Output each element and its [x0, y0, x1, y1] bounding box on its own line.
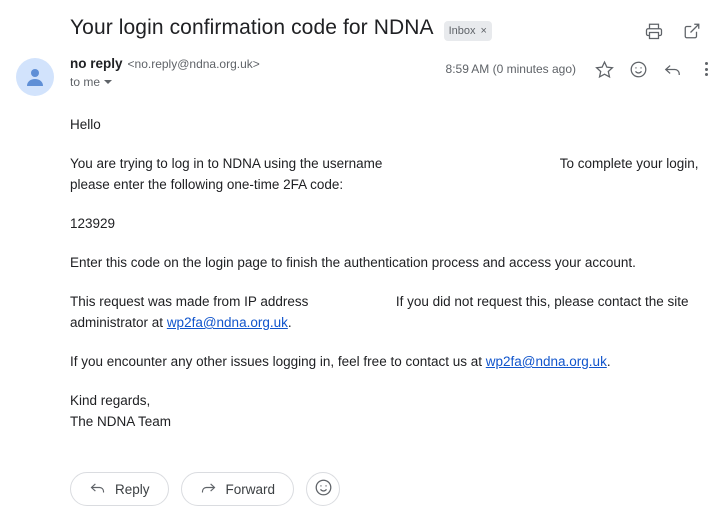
sender-meta [70, 56, 446, 91]
admin-email-link[interactable]: wp2fa@ndna.org.uk [166, 315, 288, 330]
body-greeting: Hello [70, 117, 101, 132]
star-icon[interactable] [594, 59, 614, 79]
forward-button-label: Forward [225, 481, 276, 497]
reply-icon[interactable] [662, 59, 682, 79]
page-title: Your login confirmation code for NDNA [70, 16, 434, 39]
body-paragraph-3 [70, 291, 706, 333]
body-paragraph-3-part2: If you did not request this, please contact the site administrator at [70, 294, 689, 330]
recipient-text: to me [70, 75, 101, 89]
forward-icon [200, 479, 217, 499]
more-options-icon[interactable] [696, 59, 716, 79]
close-icon[interactable]: × [480, 25, 487, 37]
label-chip-text: Inbox [448, 25, 476, 37]
footer-actions [0, 450, 726, 506]
message-actions [446, 59, 716, 79]
body-paragraph-3-part1: This request was made from IP address [70, 294, 309, 309]
body-paragraph-2: Enter this code on the login page to finish the authentication process and access your account. [70, 255, 636, 270]
sender-line [70, 56, 446, 71]
body-paragraph-4-end: . [606, 354, 611, 369]
subject-row [0, 0, 726, 42]
sender-row [0, 42, 726, 96]
reply-button-label: Reply [115, 481, 150, 497]
email-body [0, 96, 726, 432]
more-dots [705, 62, 708, 76]
body-paragraph-4 [70, 351, 706, 372]
timestamp: 8:59 AM (0 minutes ago) [445, 62, 576, 76]
support-email-link[interactable]: wp2fa@ndna.org.uk [485, 354, 607, 369]
otp-code: 123929 [70, 216, 116, 231]
print-icon[interactable] [644, 21, 664, 41]
open-in-new-window-icon[interactable] [682, 21, 702, 41]
signoff-line-2: The NDNA Team [70, 414, 172, 429]
body-paragraph-1-part2: To complete your login, please enter the following one-time 2FA code: [70, 156, 699, 192]
add-reaction-icon[interactable] [628, 59, 648, 79]
signoff-line-1: Kind regards, [70, 393, 151, 408]
reply-button[interactable] [70, 472, 169, 506]
body-paragraph-1 [70, 153, 706, 195]
body-paragraph-1-part1: You are trying to log in to NDNA using the username [70, 156, 383, 171]
avatar [16, 58, 54, 96]
sender-email: <no.reply@ndna.org.uk> [127, 57, 260, 71]
body-paragraph-4-part1: If you encounter any other issues logging in, feel free to contact us at [70, 354, 483, 369]
reply-icon [89, 479, 106, 499]
forward-button[interactable] [181, 472, 295, 506]
add-reaction-icon [314, 478, 333, 500]
add-reaction-button[interactable] [306, 472, 340, 506]
chevron-down-icon[interactable] [104, 80, 112, 84]
subject-actions [644, 21, 710, 41]
sender-name: no reply [70, 56, 123, 71]
body-paragraph-3-end: . [287, 315, 292, 330]
label-chip-inbox[interactable] [444, 21, 492, 41]
recipient-line[interactable] [70, 75, 112, 89]
